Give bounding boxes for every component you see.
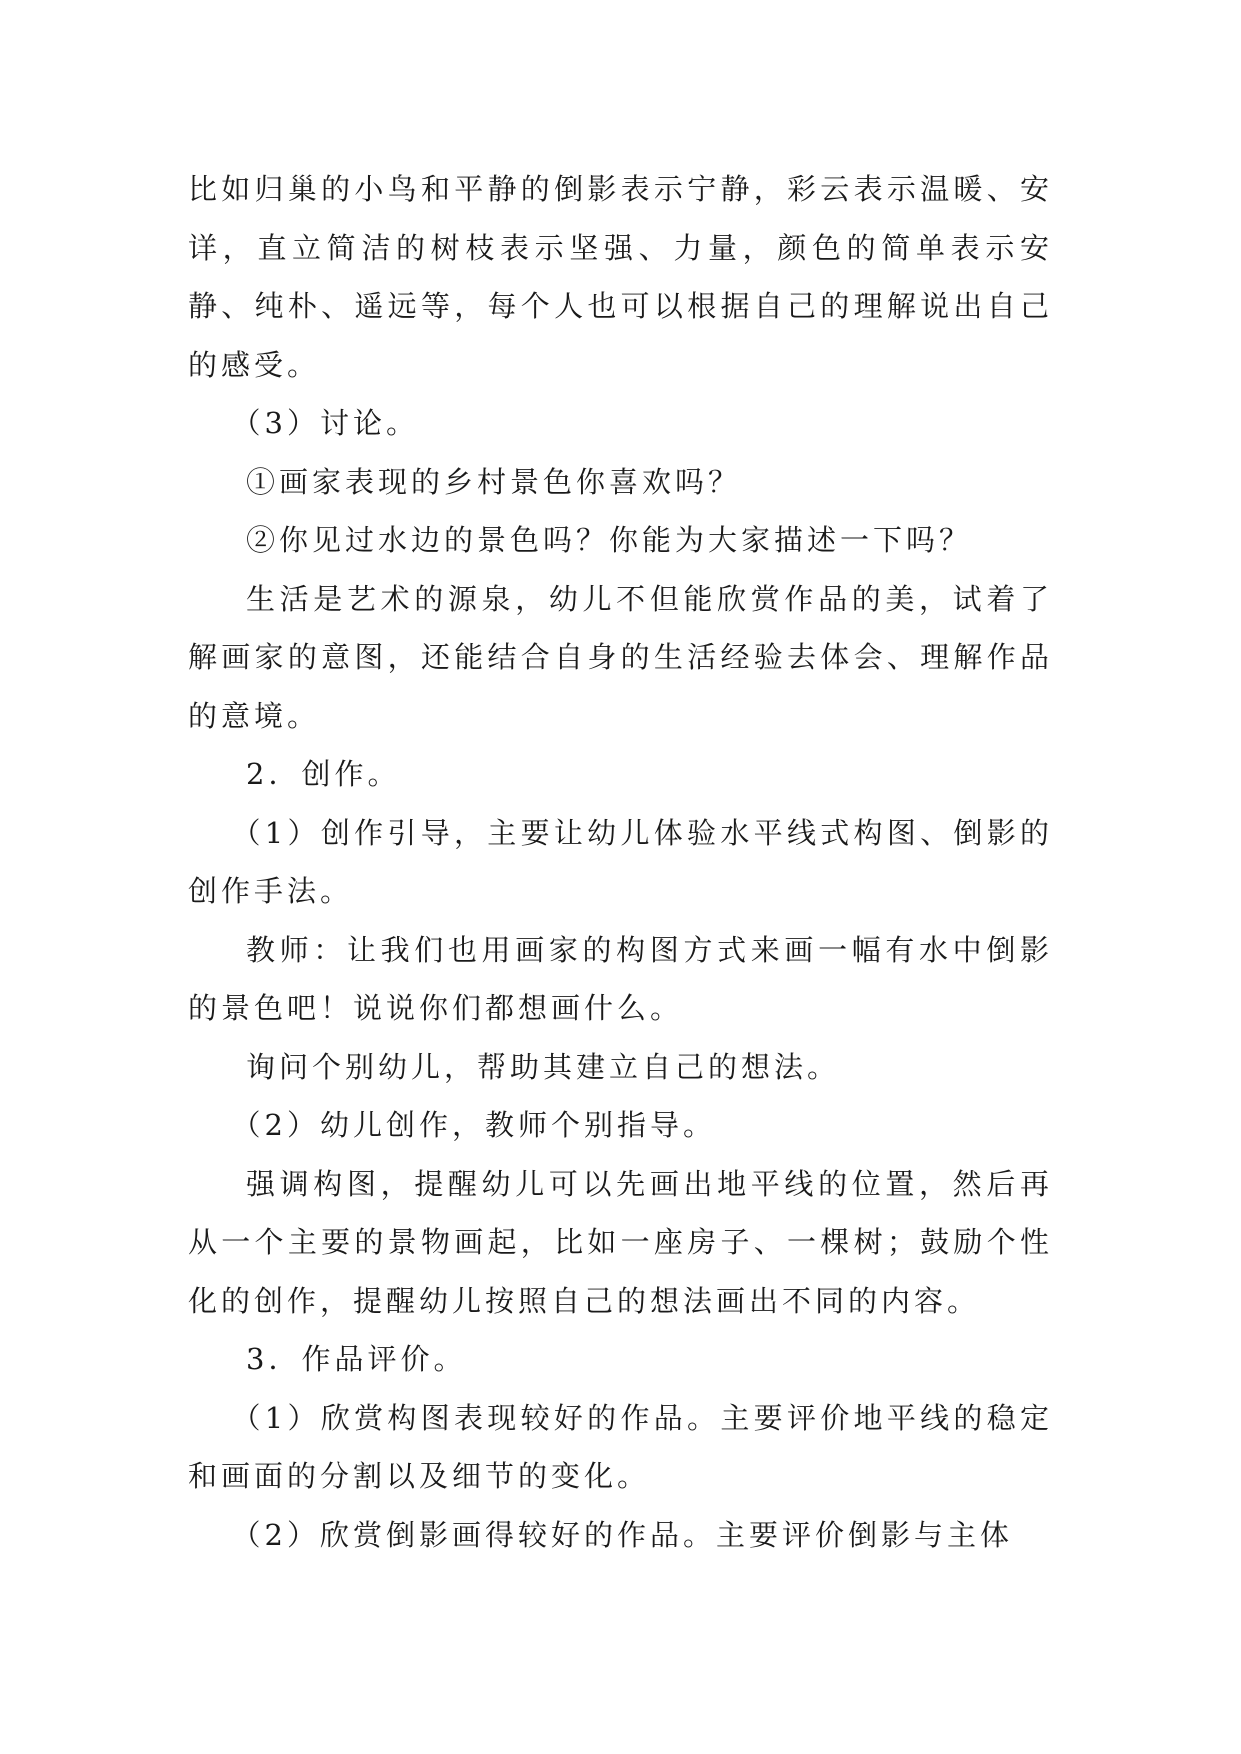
paragraph-children-create: （2）幼儿创作，教师个别指导。 xyxy=(231,1108,716,1142)
paragraph-life-art: 生活是艺术的源泉，幼儿不但能欣赏作品的美，试着了解画家的意图，还能结合自身的生活经验去体会、理解作品的意境。 xyxy=(188,581,1053,733)
paragraph-ask-children: 询问个别幼儿，帮助其建立自己的想法。 xyxy=(246,1049,841,1084)
paragraph-teacher-prompt: 教师：让我们也用画家的构图方式来画一幅有水中倒影的景色吧！说说你们都想画什么。 xyxy=(188,932,1053,1025)
paragraph-composition: 强调构图，提醒幼儿可以先画出地平线的位置，然后再从一个主要的景物画起，比如一座房子、一棵树；鼓励个性化的创作，提醒幼儿按照自己的想法画出不同的内容。 xyxy=(188,1166,1053,1318)
paragraph-creation-guide: （1）创作引导，主要让幼儿体验水平线式构图、倒影的创作手法。 xyxy=(188,815,1053,908)
paragraph-continued: 比如归巢的小鸟和平静的倒影表示宁静，彩云表示温暖、安详，直立简洁的树枝表示坚强、力量，颜色的简单表示安静、纯朴、遥远等，每个人也可以根据自己的理解说出自己的感受。 xyxy=(188,172,1053,382)
paragraph-section-creation: 2．创作。 xyxy=(246,757,401,791)
document-page xyxy=(188,160,1053,1564)
paragraph-question-2: ②你见过水边的景色吗？你能为大家描述一下吗？ xyxy=(246,523,973,557)
paragraph-evaluate-composition: （1）欣赏构图表现较好的作品。主要评价地平线的稳定和画面的分割以及细节的变化。 xyxy=(188,1400,1053,1493)
paragraph-discussion-heading: （3）讨论。 xyxy=(231,406,419,440)
paragraph-question-1: ①画家表现的乡村景色你喜欢吗？ xyxy=(246,464,742,499)
paragraph-section-evaluation: 3．作品评价。 xyxy=(246,1342,467,1376)
paragraph-evaluate-reflection: （2）欣赏倒影画得较好的作品。主要评价倒影与主体 xyxy=(231,1517,1013,1552)
